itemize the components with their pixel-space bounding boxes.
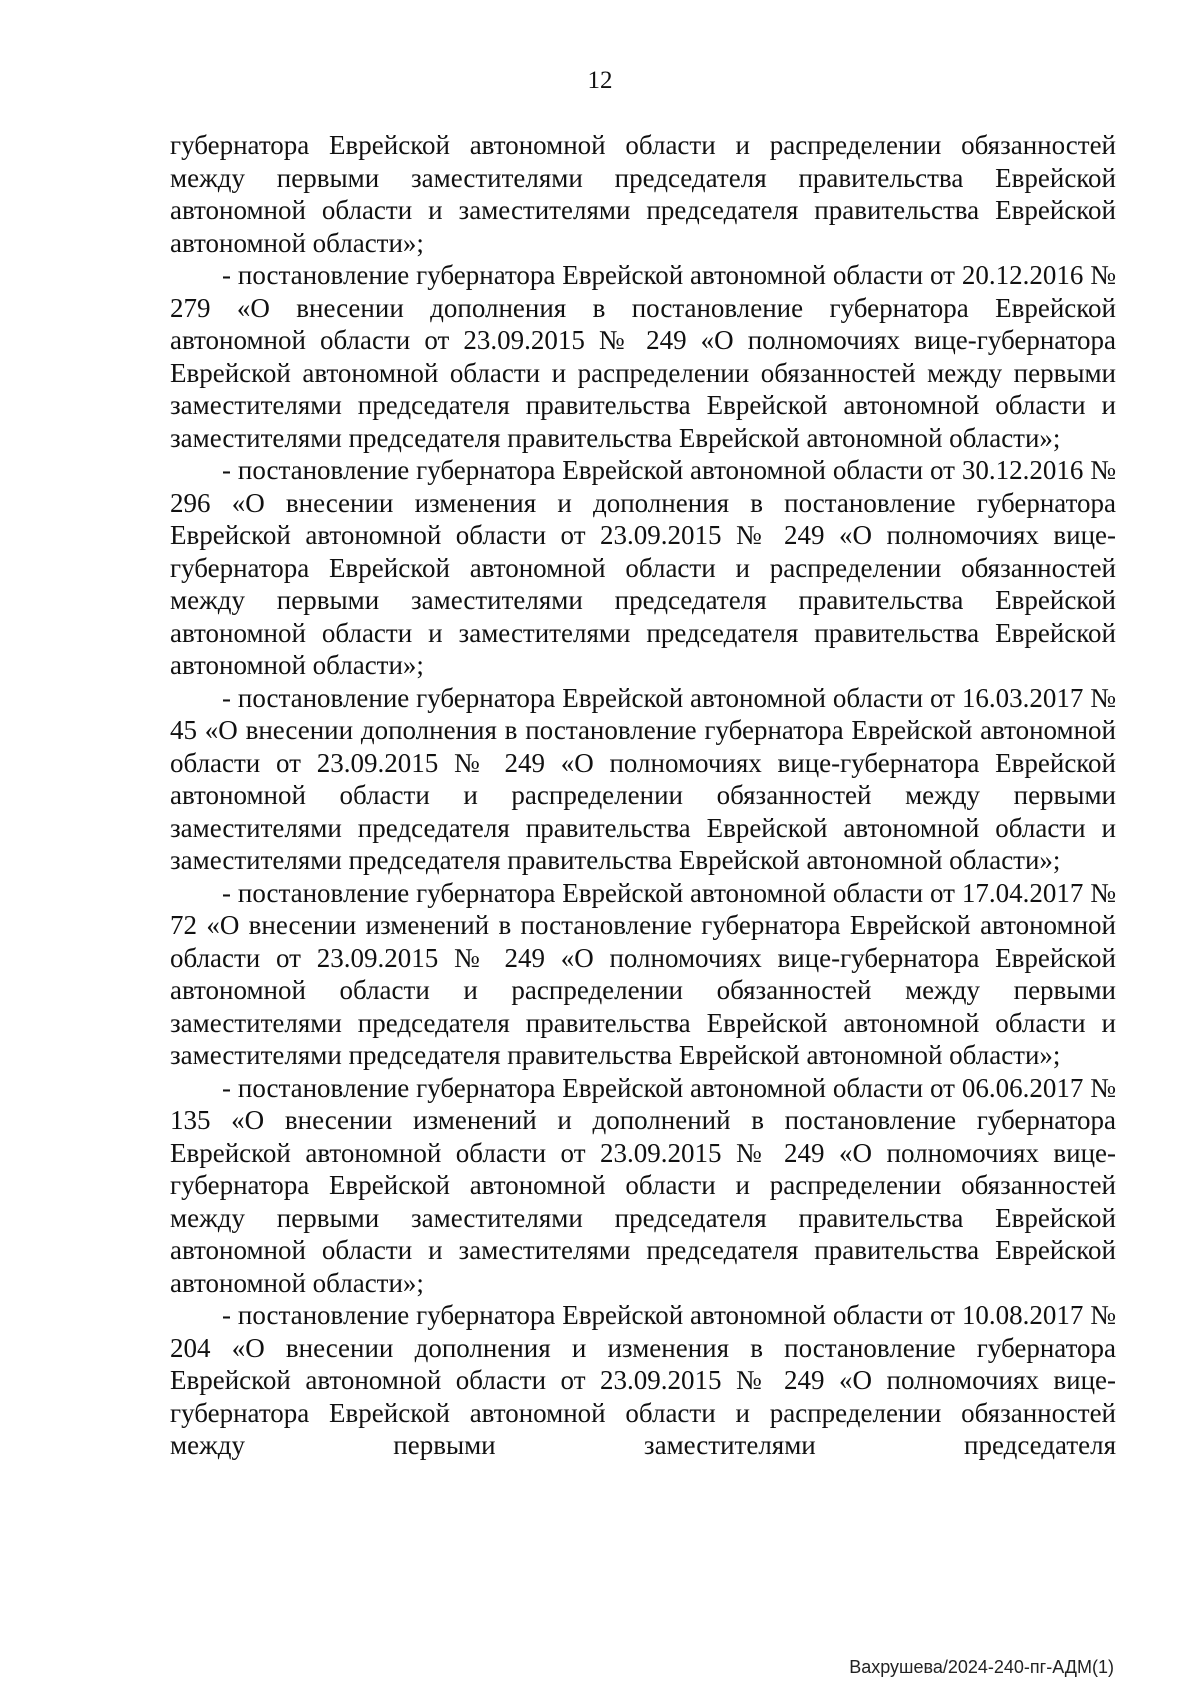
list-item-resolution-45: - постановление губернатора Еврейской автономной области от 16.03.2017 № 45 «О внесении дополнения в постановление губернатора Еврейской автономной области от 23.09.2015 № 249 «О полномочиях вице-губернатора Еврейской автономной области и распределении обязанностей между первыми заместителями председателя правительства Еврейской автономной области и заместителями председателя правительства Еврейской автономной области»; [170, 682, 1116, 875]
list-item-resolution-72: - постановление губернатора Еврейской автономной области от 17.04.2017 № 72 «О внесении изменений в постановление губернатора Еврейской автономной области от 23.09.2015 № 249 «О полномочиях вице-губернатора Еврейской автономной области и распределении обязанностей между первыми заместителями председателя правительства Еврейской автономной области и заместителями председателя правительства Еврейской автономной области»; [170, 877, 1116, 1070]
document-body [170, 129, 1116, 1462]
list-item-resolution-279: - постановление губернатора Еврейской автономной области от 20.12.2016 № 279 «О внесении дополнения в постановление губернатора Еврейской автономной области от 23.09.2015 № 249 «О полномочиях вице-губернатора Еврейской автономной области и распределении обязанностей между первыми заместителями председателя правительства Еврейской автономной области и заместителями председателя правительства Еврейской автономной области»; [170, 260, 1116, 453]
paragraph-continuation: губернатора Еврейской автономной области и распределении обязанностей между первыми заместителями председателя правительства Еврейской автономной области и заместителями председателя правительства Еврейской автономной области»; [170, 130, 1116, 258]
document-footer-code: Вахрушева/2024-240-пг-АДМ(1) [849, 1657, 1114, 1677]
list-item-resolution-296: - постановление губернатора Еврейской автономной области от 30.12.2016 № 296 «О внесении изменения и дополнения в постановление губернатора Еврейской автономной области от 23.09.2015 № 249 «О полномочиях вице-губернатора Еврейской автономной области и распределении обязанностей между первыми заместителями председателя правительства Еврейской автономной области и заместителями председателя правительства Еврейской автономной области»; [170, 455, 1116, 680]
list-item-resolution-135: - постановление губернатора Еврейской автономной области от 06.06.2017 № 135 «О внесении изменений и дополнений в постановление губернатора Еврейской автономной области от 23.09.2015 № 249 «О полномочиях вице-губернатора Еврейской автономной области и распределении обязанностей между первыми заместителями председателя правительства Еврейской автономной области и заместителями председателя правительства Еврейской автономной области»; [170, 1072, 1116, 1298]
list-item-resolution-204: - постановление губернатора Еврейской автономной области от 10.08.2017 № 204 «О внесении дополнения и изменения в постановление губернатора Еврейской автономной области от 23.09.2015 № 249 «О полномочиях вице-губернатора Еврейской автономной области и распределении обязанностей между первыми заместителями председателя [170, 1300, 1116, 1460]
page-number: 12 [587, 67, 613, 94]
